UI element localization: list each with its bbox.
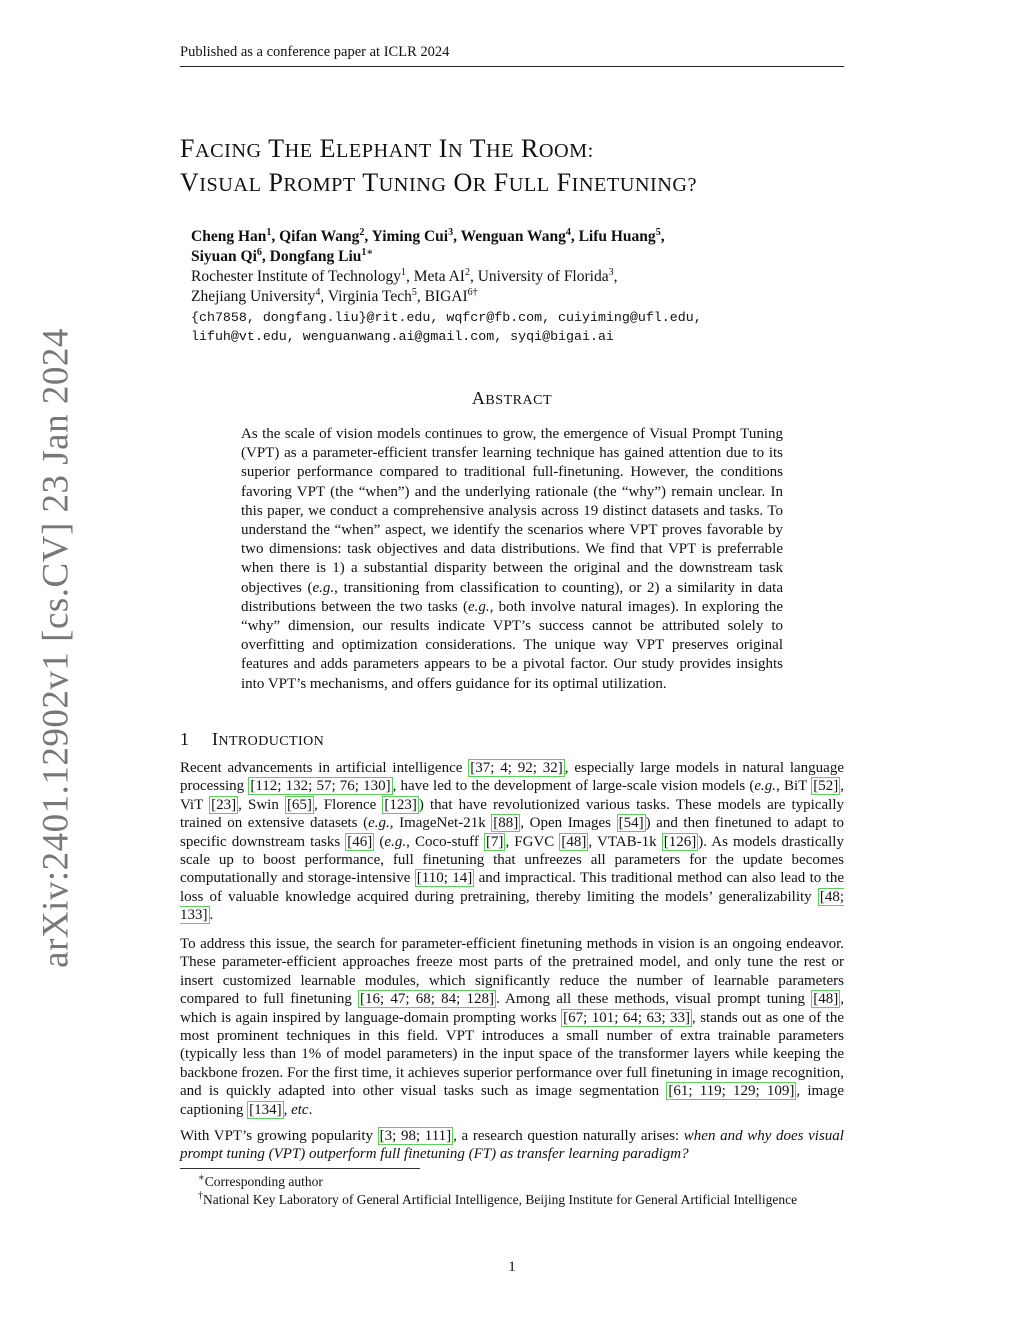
citation-link[interactable]: [112; 132; 57; 76; 130]	[250, 778, 391, 795]
name-entry: Yiming Cui	[371, 228, 449, 245]
authors-line-1: Cheng Han$^1$, Qifan Wang$^2$, Yiming Cui$^3$, Wenguan Wang$^4$, Lifu Huang$^5$,	[191, 226, 665, 245]
intro-paragraph-1: Recent advancements in artificial intelligence [37; 4; 92; 32] , especially large models in natural language processing [112; 132; 57; 76; 130] , have led to the development of large-scale vision models (e.g., BiT [52] , ViT [23] , Swin [65] , Florence [123] ) that have revolutionized various tasks. These models are typically trained on extensive datasets (e.g., ImageNet-21k [88] , Open Images [54] ) and then finetuned to adapt to specific downstream tasks [46] (e.g., Coco-stuff [7] , FGVC [48] , VTAB-1k [126] ). As models drastically scale up to boost performance, full finetuning that unfreezes all parameters for the update becomes computationally and storage-intensive [110; 14] and impractical. This traditional method can also lead to the loss of valuable knowledge acquired during pretraining, thereby limiting the models’ generalizability [48; 133] .	[180, 760, 844, 924]
citation-link[interactable]: [65]	[286, 796, 312, 813]
email-line-1: {ch7858, dongfang.liu}@rit.edu, wqfcr@fb.com, cuiyiming@ufl.edu,	[191, 310, 702, 325]
name-entry: Wenguan Wang	[460, 228, 566, 245]
name-sup: 5	[655, 226, 661, 238]
citation-link[interactable]: [88]	[493, 815, 519, 832]
abstract-text: As the scale of vision models continues to grow, the emergence of Visual Prompt Tuning (VPT) as a parameter-efficient transfer learning technique has gained attention due to its superior performance compared to traditional full-finetuning. However, the conditions favoring VPT (the “when”) and the underlying rationale (the “why”) remain unclear. In this paper, we conduct a comprehensive analysis across 19 distinct datasets and tasks. To understand the “when” aspect, we identify the scenarios where VPT proves favorable by two dimensions: task objectives and data distributions. We find that VPT is preferrable when there is 1) a substantial disparity between the original and the downstream task objectives (e.g., transitioning from classification to counting), or 2) a similarity in data distributions between the two tasks (e.g., both involve natural images). In exploring the “why” dimension, our results indicate VPT’s success cannot be attributed solely to overfitting and optimization considerations. The unique way VPT preserves original features and adds parameters appears to be a pivotal factor. Our study provides insights into VPT’s mechanisms, and offers guidance for its optimal utilization.	[241, 426, 784, 692]
name-sup: 1∗	[361, 246, 374, 258]
page-number: 1	[508, 1259, 516, 1275]
title-line-1: FACING THE ELEPHANT IN THE ROOM:	[180, 134, 594, 163]
citation-link[interactable]: [16; 47; 68; 84; 128]	[360, 991, 494, 1008]
citation-link[interactable]: [3; 98; 111]	[379, 1128, 452, 1144]
italic-text: e.g.	[468, 598, 490, 615]
name-sup: 6	[256, 246, 262, 258]
citation-link[interactable]: [54]	[618, 815, 644, 832]
citation-link[interactable]: [126]	[663, 833, 697, 850]
footnote-text: National Key Laboratory of General Artificial Intelligence, Beijing Institute for General Artificial Intelligence	[203, 1192, 798, 1207]
arxiv-identifier: arXiv:2401.12902v1 [cs.CV] 23 Jan 2024	[35, 328, 77, 968]
footnote-mark: ∗	[198, 1172, 205, 1184]
intro-paragraph-3: With VPT’s growing popularity [3; 98; 111] , a research question naturally arises: when and why does visual prompt tuning (VPT) outperform full finetuning (FT) as transfer learning paradigm?	[180, 1128, 844, 1163]
name-sup: 4	[565, 226, 571, 238]
citation-link[interactable]: [48]	[813, 991, 839, 1008]
title-line-2: VISUAL PROMPT TUNING OR FULL FINETUNING?	[180, 168, 698, 197]
italic-text: e.g.	[754, 778, 777, 795]
name-entry: BIGAI	[424, 288, 468, 305]
name-sup: 1	[400, 266, 406, 278]
citation-link[interactable]: [48]	[561, 833, 587, 850]
header-rule	[180, 66, 844, 67]
name-entry: Siyuan Qi	[191, 248, 257, 265]
running-header: Published as a conference paper at ICLR 2024	[180, 44, 450, 60]
citation-link[interactable]: [123]	[384, 796, 417, 813]
name-entry: University of Florida	[477, 268, 609, 285]
citation-link[interactable]: [110; 14]	[416, 870, 473, 887]
affiliations-line-1: Rochester Institute of Technology$^1$, Meta $AI^2$, University of Florida$^3$,	[191, 266, 618, 285]
section-title: INTRODUCTION	[212, 729, 325, 749]
name-entry: Qifan Wang	[279, 228, 360, 245]
name-entry: Virginia Tech	[327, 288, 412, 305]
name-sup: 2	[359, 226, 365, 238]
name-sup: 3	[448, 226, 454, 238]
italic-text: e.g.	[312, 579, 335, 596]
citation-link[interactable]: [61; 119; 129; 109]	[668, 1083, 795, 1100]
citation-link[interactable]: [67; 101; 64; 63; 33]	[563, 1009, 691, 1026]
intro-paragraph-2: To address this issue, the search for parameter-efficient finetuning methods in vision is an ongoing endeavor. These parameter-efficient approaches freeze most parts of the pretrained model, and only tune the rest or insert customized learnable modules, which significantly reduce the number of learnable parameters compared to full finetuning [16; 47; 68; 84; 128] . Among all these methods, visual prompt tuning [48] , which is again inspired by language-domain prompting works [67; 101; 64; 63; 33] , stands out as one of the most prominent techniques in this field. VPT introduces a small number of extra trainable parameters (typically less than 1% of model parameters) in the input space of the transformer layers while keeping the backbone frozen. For the first time, it achieves superior performance over full finetuning in image recognition, and is quickly adapted into other visual tasks such as image segmentation [61; 119; 129; 109] , image captioning [134] , etc.	[180, 936, 844, 1118]
authors-line-2: Siyuan Qi$^6$, Dongfang Liu$^{1∗}$	[191, 246, 374, 265]
name-sup: 3	[608, 266, 614, 278]
italic-text: e.g.	[384, 833, 407, 850]
citation-link[interactable]: [37; 4; 92; 32]	[470, 760, 563, 776]
name-entry: Meta AI	[413, 268, 465, 285]
name-sup: 5	[411, 286, 417, 298]
name-entry: Lifu Huang	[578, 228, 656, 245]
italic-text: etc	[291, 1101, 309, 1118]
footnote-text: Corresponding author	[204, 1174, 323, 1189]
name-sup: 1	[266, 226, 272, 238]
citation-link[interactable]: [48; 133]	[180, 888, 844, 924]
name-sup: 2	[464, 266, 470, 278]
citation-link[interactable]: [52]	[813, 778, 839, 795]
name-entry: Zhejiang University	[191, 288, 316, 305]
name-entry: Rochester Institute of Technology	[191, 268, 401, 285]
section-number: 1	[180, 729, 190, 749]
footnote-mark: †	[198, 1190, 203, 1202]
citation-link[interactable]: [7]	[485, 833, 504, 850]
footnote-corresponding-author	[180, 1173, 844, 1190]
affiliations-line-2: Zhejiang University$^4$, Virginia Tech$^5$, $BIGAI^{6\dagger}$	[191, 286, 478, 305]
citation-link[interactable]: [134]	[249, 1101, 282, 1118]
citation-link[interactable]: [46]	[347, 833, 373, 850]
name-sup: 6†	[467, 286, 478, 298]
name-entry: Cheng Han	[191, 228, 267, 245]
name-entry: Dongfang Liu	[269, 248, 362, 265]
italic-text: e.g.	[368, 815, 390, 832]
section-heading-introduction	[180, 729, 324, 750]
name-sup: 4	[315, 286, 321, 298]
italic-text: when and why does visual prompt tuning (VPT) outperform full finetuning (FT) as transfer learning paradigm?	[180, 1128, 844, 1163]
footnote-bigai	[180, 1191, 844, 1208]
abstract-heading: ABSTRACT	[471, 388, 553, 408]
footnote-rule	[180, 1168, 420, 1169]
citation-link[interactable]: [23]	[211, 796, 237, 813]
email-line-2: lifuh@vt.edu, wenguanwang.ai@gmail.com, syqi@bigai.ai	[191, 329, 614, 344]
